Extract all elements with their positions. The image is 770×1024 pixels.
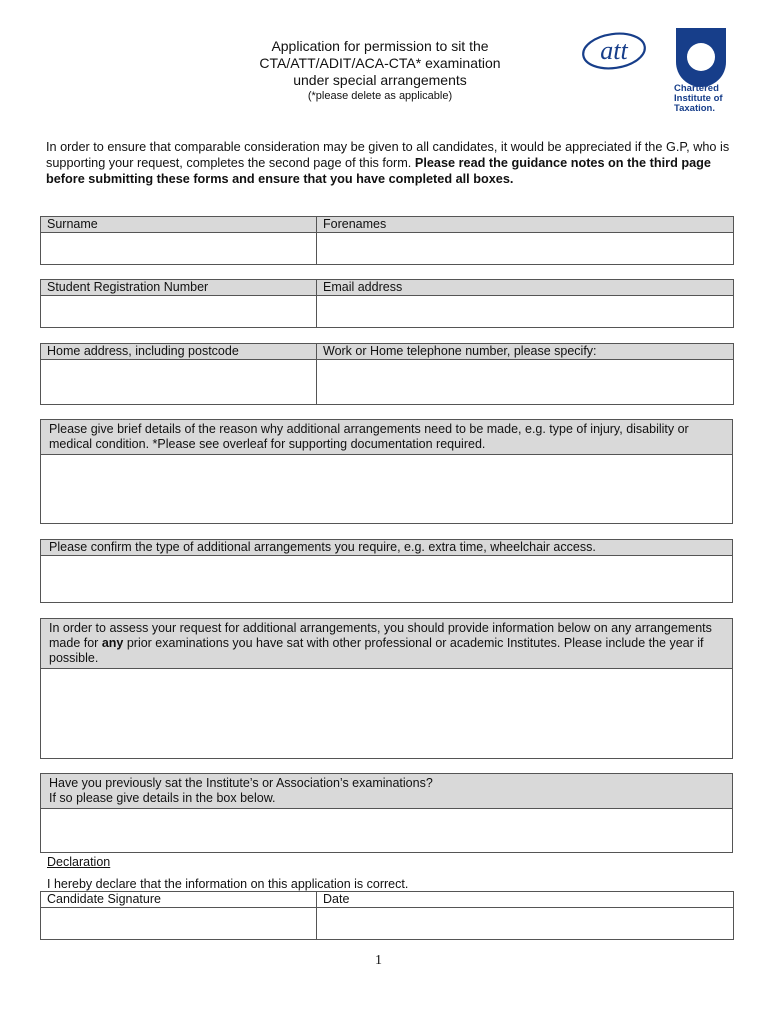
ciot-line-1: Chartered xyxy=(674,83,719,94)
ciot-logo-text xyxy=(674,84,754,114)
att-logo xyxy=(580,30,648,72)
date-field[interactable] xyxy=(317,908,734,940)
surname-label: Surname xyxy=(41,217,317,233)
prior-arrangements-section xyxy=(40,618,733,759)
prior-arrangements-field[interactable] xyxy=(41,669,732,759)
ciot-line-2: Institute of xyxy=(674,93,723,104)
prior-text-pre: In order to assess your request for additional arrangements, you should provide information below on any arrangements made for xyxy=(49,621,712,650)
home-address-field[interactable] xyxy=(41,360,317,405)
reason-label: Please give brief details of the reason why additional arrangements need to be made, e.g. type of injury, disability or medical condition. *Please see overleaf for supporting documentation required. xyxy=(41,420,732,455)
declaration-heading: Declaration xyxy=(47,855,111,869)
email-label: Email address xyxy=(317,280,734,296)
title-line-2: CTA/ATT/ADIT/ACA-CTA* examination xyxy=(259,55,501,71)
email-field[interactable] xyxy=(317,296,734,328)
att-logo-text: att xyxy=(600,36,628,65)
forenames-field[interactable] xyxy=(317,233,734,265)
reason-section xyxy=(40,419,733,524)
address-table xyxy=(40,343,734,405)
arrangements-field[interactable] xyxy=(41,556,732,602)
previous-exams-line-2: If so please give details in the box below. xyxy=(49,791,276,805)
previous-exams-label xyxy=(41,774,732,809)
forenames-label: Forenames xyxy=(317,217,734,233)
home-address-label: Home address, including postcode xyxy=(41,344,317,360)
previous-exams-field[interactable] xyxy=(41,809,732,853)
intro-bold: Please read the guidance notes on the third page before submitting these forms and ensure that you have completed all boxes. xyxy=(46,156,711,186)
arrangements-label: Please confirm the type of additional arrangements you require, e.g. extra time, wheelchair access. xyxy=(41,540,732,556)
previous-exams-line-1: Have you previously sat the Institute’s or Association’s examinations? xyxy=(49,776,433,790)
name-table xyxy=(40,216,734,265)
intro-plain: In order to ensure that comparable consideration may be given to all candidates, it would be appreciated if the G.P, who is supporting your request, completes the second page of this form. xyxy=(46,140,730,170)
telephone-field[interactable] xyxy=(317,360,734,405)
registration-table xyxy=(40,279,734,328)
candidate-signature-label: Candidate Signature xyxy=(41,892,317,908)
title-line-1: Application for permission to sit the xyxy=(271,38,489,54)
telephone-label: Work or Home telephone number, please specify: xyxy=(317,344,734,360)
prior-arrangements-label xyxy=(41,619,732,669)
previous-exams-section xyxy=(40,773,733,853)
prior-text-bold: any xyxy=(101,636,124,650)
student-registration-label: Student Registration Number xyxy=(41,280,317,296)
reason-field[interactable] xyxy=(41,455,732,513)
title-note: (*please delete as applicable) xyxy=(307,90,453,102)
title-line-3: under special arrangements xyxy=(293,72,467,88)
intro-paragraph xyxy=(46,139,736,187)
page-number: 1 xyxy=(375,953,382,968)
surname-field[interactable] xyxy=(41,233,317,265)
date-label: Date xyxy=(317,892,734,908)
declaration-text: I hereby declare that the information on this application is correct. xyxy=(47,877,409,891)
arrangements-section xyxy=(40,539,733,603)
candidate-signature-field[interactable] xyxy=(41,908,317,940)
student-registration-field[interactable] xyxy=(41,296,317,328)
signature-table xyxy=(40,891,734,940)
form-title xyxy=(200,38,560,103)
prior-text-post: prior examinations you have sat with other professional or academic Institutes. Please include the year if possible. xyxy=(49,636,704,665)
ciot-line-3: Taxation. xyxy=(674,103,715,114)
